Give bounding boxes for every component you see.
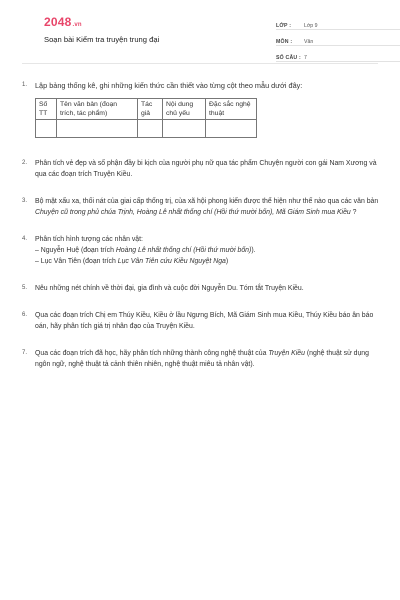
question-number: 3.	[22, 198, 28, 204]
text-run: ).	[251, 247, 256, 254]
question-text	[35, 196, 382, 218]
question-number: 7.	[22, 350, 28, 356]
table-cell	[206, 120, 257, 138]
text-run: )	[225, 258, 229, 265]
page-header	[22, 0, 378, 64]
text-run: Qua các đoạn trích đã học, hãy phân tích những thành công nghệ thuật của	[35, 350, 269, 357]
table-header-cell: Đặc sắc nghệ thuật	[206, 99, 257, 120]
question-number: 1.	[22, 82, 28, 88]
question-item	[22, 196, 382, 218]
site-logo[interactable]	[44, 15, 82, 29]
meta-row-count	[276, 48, 400, 62]
question-text	[35, 348, 382, 370]
question-item	[22, 310, 382, 332]
question-item	[22, 80, 382, 138]
meta-value: Văn	[304, 39, 314, 45]
header-divider	[22, 63, 378, 64]
question-item	[22, 234, 382, 267]
text-run: Bộ mặt xấu xa, thối nát của giai cấp thống trị, của xã hội phong kiến được thể hiện như thế nào qua các văn bản	[35, 198, 379, 205]
question-text: Phân tích vẻ đẹp và số phận đầy bi kịch của người phụ nữ qua tác phẩm Chuyện người con gái Nam Xương và qua các đoạn trích Truyện Kiều.	[35, 160, 377, 178]
text-run: (nghệ thuật sử dụng ngôn ngữ, nghệ thuật tả cảnh thiên nhiên, nghệ thuật miêu tả nhân vật).	[35, 350, 369, 368]
summary-table	[35, 98, 257, 138]
table-cell	[138, 120, 163, 138]
italic-run: Hoàng Lê nhất thống chí (Hồi thứ mười bốn)	[115, 247, 252, 254]
meta-info	[276, 16, 400, 64]
table-row	[36, 120, 257, 138]
question-text: Qua các đoạn trích Chị em Thúy Kiều, Kiều ở lầu Ngưng Bích, Mã Giám Sinh mua Kiều, Thúy Kiều báo ân báo oán, hãy phân tích giá trị nhân đạo của Truyện Kiều.	[35, 312, 374, 330]
question-number: 4.	[22, 236, 28, 242]
meta-value: 7	[304, 55, 307, 61]
table-header-cell: Tên văn bản (đoạn trích, tác phẩm)	[57, 99, 138, 120]
document-title: Soạn bài Kiểm tra truyện trung đại	[44, 35, 160, 44]
question-text: Lập bảng thống kê, ghi những kiến thức cần thiết vào từng cột theo mẫu dưới đây:	[35, 81, 303, 90]
text-run: – Nguyễn Huệ (đoạn trích	[35, 247, 116, 254]
table-header-row	[36, 99, 257, 120]
meta-label: MÔN :	[276, 39, 293, 45]
table-cell	[36, 120, 57, 138]
italic-run: Chuyện cũ trong phủ chúa Trịnh, Hoàng Lê nhất thống chí (Hồi thứ mười bốn), Mã Giám Sinh mua Kiều	[35, 209, 351, 216]
question-text	[35, 234, 382, 267]
table-cell	[57, 120, 138, 138]
table-cell	[163, 120, 206, 138]
character-line	[35, 245, 382, 256]
question-item	[22, 348, 382, 370]
table-header-cell: Nội dung chủ yếu	[163, 99, 206, 120]
meta-row-subject	[276, 32, 400, 46]
table-header-cell: Số TT	[36, 99, 57, 120]
italic-run: Lục Vân Tiên cứu Kiều Nguyệt Nga	[117, 258, 226, 265]
text-run: – Lục Vân Tiên (đoạn trích	[35, 258, 118, 265]
logo-subtext: .vn	[72, 22, 82, 28]
question-number: 6.	[22, 312, 28, 318]
question-list	[22, 80, 382, 370]
meta-value: Lớp 9	[304, 23, 318, 29]
meta-row-class	[276, 16, 400, 30]
italic-run: Truyện Kiều	[268, 350, 305, 357]
question-text: Nêu những nét chính về thời đại, gia đình và cuộc đời Nguyễn Du. Tóm tắt Truyện Kiều.	[35, 285, 304, 292]
question-item	[22, 158, 382, 180]
meta-label: SỐ CÂU :	[276, 55, 301, 61]
question-number: 2.	[22, 160, 28, 166]
question-intro: Phân tích hình tượng các nhân vật:	[35, 236, 143, 243]
logo-text: 2048	[44, 15, 72, 29]
text-run: ?	[350, 209, 357, 216]
question-item	[22, 283, 382, 294]
question-number: 5.	[22, 285, 28, 291]
meta-label: LỚP :	[276, 23, 292, 29]
table-header-cell: Tác giả	[138, 99, 163, 120]
character-line	[35, 256, 382, 267]
